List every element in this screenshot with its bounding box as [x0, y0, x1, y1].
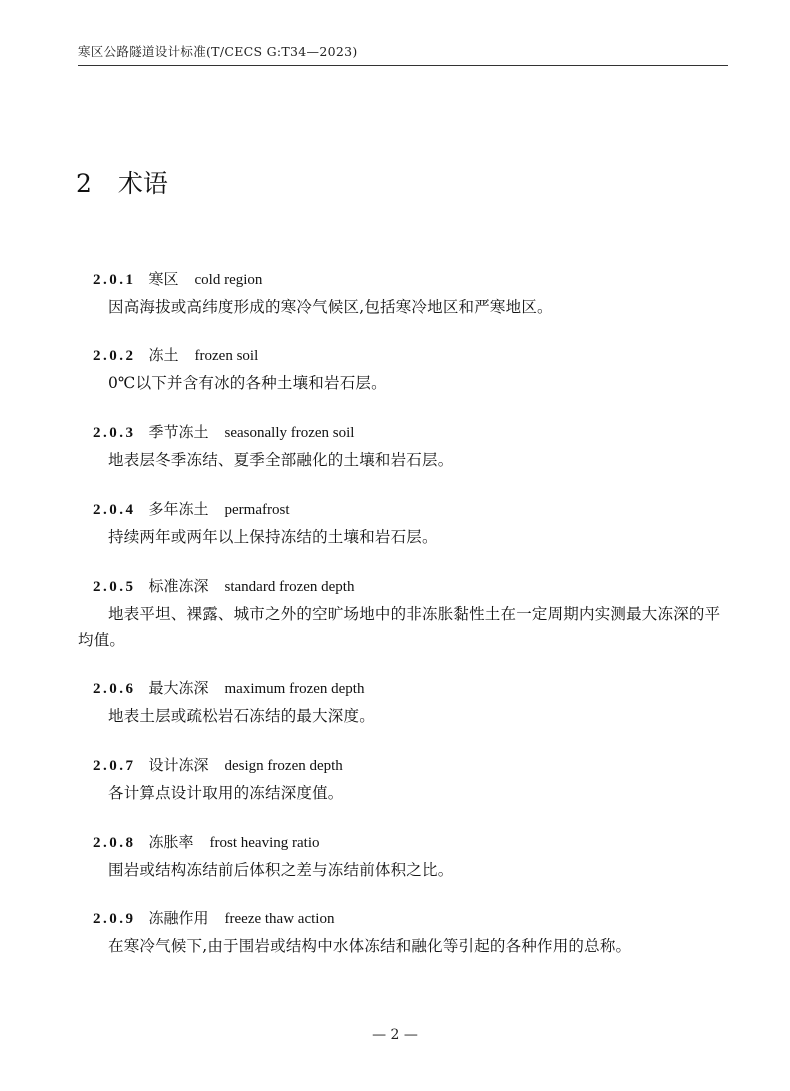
term-entry [78, 907, 730, 959]
term-english: standard frozen depth [224, 579, 355, 595]
term-english: seasonally frozen soil [224, 425, 355, 441]
term-english: frost heaving ratio [209, 835, 320, 851]
term-definition: 持续两年或两年以上保持冻结的土壤和岩石层。 [108, 528, 438, 546]
term-entry [78, 677, 730, 729]
chapter-number: 2 [76, 169, 92, 198]
term-definition: 在寒冷气候下,由于围岩或结构中水体冻结和融化等引起的各种作用的总称。 [108, 937, 632, 955]
term-chinese: 冻胀率 [148, 833, 194, 851]
term-chinese: 多年冻土 [148, 500, 209, 518]
chapter-heading [76, 164, 168, 200]
term-chinese: 标准冻深 [148, 577, 209, 595]
term-english: design frozen depth [224, 758, 343, 774]
term-definition: 地表层冬季冻结、夏季全部融化的土壤和岩石层。 [108, 451, 454, 469]
term-number: 2.0.8 [93, 835, 136, 851]
term-head [78, 677, 730, 700]
term-definition: 因高海拔或高纬度形成的寒冷气候区,包括寒冷地区和严寒地区。 [108, 298, 553, 316]
term-head [78, 575, 730, 598]
term-number: 2.0.9 [93, 911, 136, 927]
term-english: permafrost [224, 502, 290, 518]
term-number: 2.0.6 [93, 681, 136, 697]
term-head [78, 268, 730, 291]
term-chinese: 冻土 [148, 346, 179, 364]
header-rule [78, 65, 728, 66]
term-definition: 0℃以下并含有冰的各种土壤和岩石层。 [108, 374, 387, 392]
term-chinese: 寒区 [148, 270, 179, 288]
term-number: 2.0.1 [93, 272, 136, 288]
term-number: 2.0.7 [93, 758, 136, 774]
term-english: maximum frozen depth [224, 681, 365, 697]
term-entry [78, 575, 730, 653]
term-english: cold region [194, 272, 263, 288]
term-definition: 地表土层或疏松岩石冻结的最大深度。 [108, 707, 375, 725]
term-head [78, 907, 730, 930]
term-number: 2.0.2 [93, 348, 136, 364]
term-entry [78, 831, 730, 883]
term-entry [78, 421, 730, 473]
term-entry [78, 754, 730, 806]
term-head [78, 831, 730, 854]
chapter-title: 术语 [117, 169, 168, 198]
term-definition: 各计算点设计取用的冻结深度值。 [108, 784, 344, 802]
term-head [78, 421, 730, 444]
page-number: — 2 — [372, 1027, 418, 1043]
term-chinese: 设计冻深 [148, 756, 209, 774]
running-header: 寒区公路隧道设计标准(T/CECS G:T34—2023) [78, 44, 358, 59]
term-english: freeze thaw action [224, 911, 335, 927]
term-chinese: 最大冻深 [148, 679, 209, 697]
term-number: 2.0.3 [93, 425, 136, 441]
term-head [78, 754, 730, 777]
term-chinese: 季节冻土 [148, 423, 209, 441]
term-definition: 地表平坦、裸露、城市之外的空旷场地中的非冻胀黏性土在一定周期内实测最大冻深的平均值。 [78, 605, 721, 649]
term-number: 2.0.5 [93, 579, 136, 595]
term-definition: 围岩或结构冻结前后体积之差与冻结前体积之比。 [108, 861, 454, 879]
term-chinese: 冻融作用 [148, 909, 209, 927]
term-entry [78, 268, 730, 320]
term-number: 2.0.4 [93, 502, 136, 518]
term-head [78, 344, 730, 367]
term-entry [78, 498, 730, 550]
term-head [78, 498, 730, 521]
term-entry [78, 344, 730, 396]
term-english: frozen soil [194, 348, 259, 364]
